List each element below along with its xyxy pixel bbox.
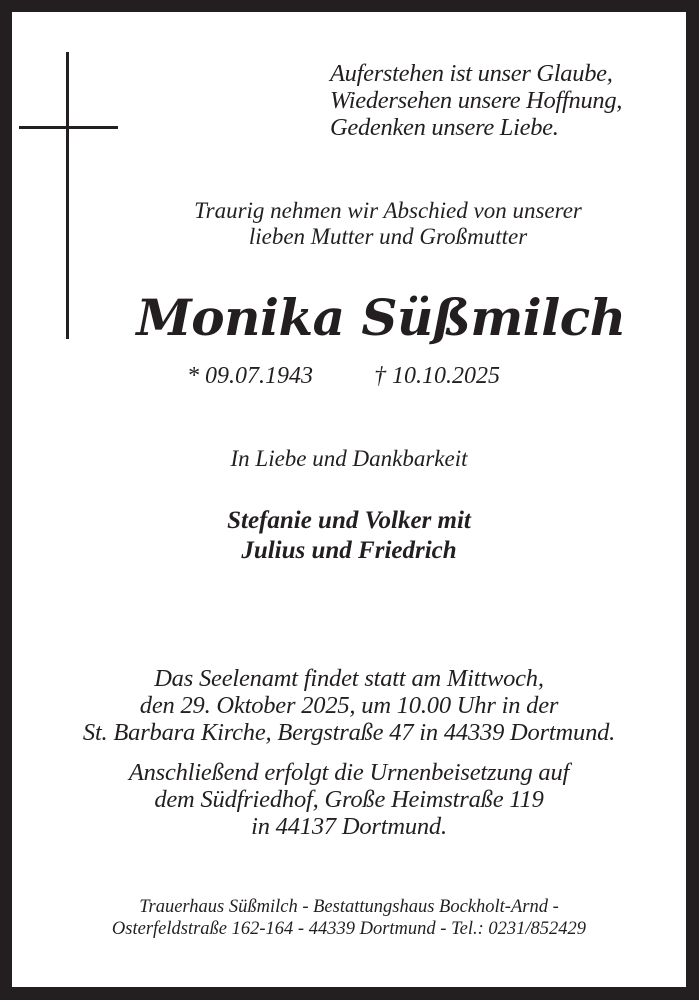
footer-line: Trauerhaus Süßmilch - Bestattungshaus Bockholt-Arnd - [139,897,559,917]
intro-line: Traurig nehmen wir Abschied von unserer [194,198,582,223]
footer-line: Osterfeldstraße 162-164 - 44339 Dortmund - Tel.: 0231/852429 [111,919,587,939]
service-line: St. Barbara Kirche, Bergstraße 47 in 44339 Dortmund. [82,719,616,746]
death-date: † 10.10.2025 [374,363,500,389]
birth-date: * 09.07.1943 [187,363,313,389]
burial-details [12,759,686,840]
obituary-card [12,12,686,987]
motto-line: Gedenken unsere Liebe. [330,114,559,141]
burial-line: Anschließend erfolgt die Urnenbeisetzung auf [128,759,570,786]
service-details [12,665,686,746]
burial-line: dem Südfriedhof, Große Heimstraße 119 [154,786,544,813]
deceased-name: Monika Süßmilch [136,288,626,347]
thanks-line: In Liebe und Dankbarkeit [230,446,468,471]
cross-horizontal-bar [19,126,118,129]
funeral-home-footer [12,896,686,940]
intro-line: lieben Mutter und Großmutter [248,224,528,249]
burial-line: in 44137 Dortmund. [251,813,447,840]
family-line: Julius und Friedrich [241,537,457,564]
motto-line: Wiedersehen unsere Hoffnung, [330,87,623,114]
motto-verse [330,60,622,141]
life-dates [12,362,686,392]
family-names [12,506,686,566]
intro-text [78,198,698,250]
service-line: den 29. Oktober 2025, um 10.00 Uhr in der [139,692,559,719]
motto-line: Auferstehen ist unser Glaube, [330,60,613,87]
family-line: Stefanie und Volker mit [227,507,471,534]
service-line: Das Seelenamt findet statt am Mittwoch, [154,665,544,692]
